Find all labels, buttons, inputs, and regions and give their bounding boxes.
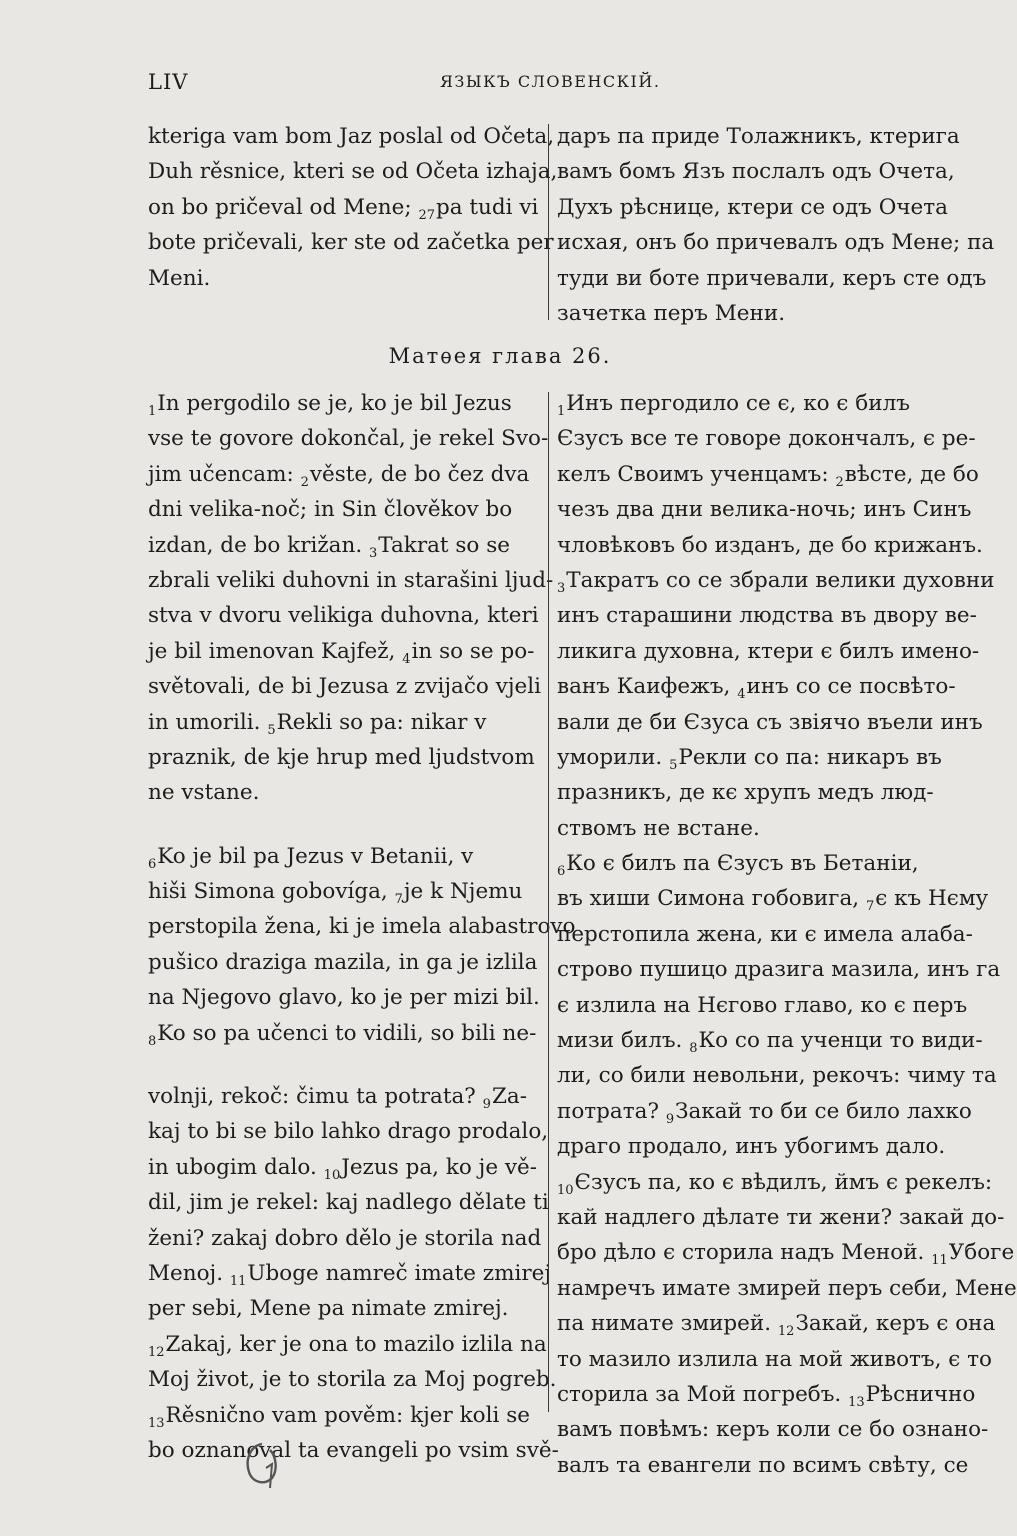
column-divider-main [548, 392, 549, 1412]
text-line: келъ Своимъ ученцамъ: $_2$вѣсте, де бо [557, 461, 979, 490]
text-line: ženi? zakaj dobro dělo je storila nad [148, 1225, 542, 1251]
verse-number: 13 [848, 1394, 865, 1410]
text-line: то мазило излила на мой животъ, є то [557, 1346, 992, 1372]
verse-number: 13 [148, 1415, 165, 1431]
text-line: jim učencam: $_2$věste, de bo čez dva [148, 461, 530, 490]
ink-blot-mark [242, 1438, 282, 1494]
column-divider-top [548, 124, 549, 320]
text-line: инъ старашини людства въ двору ве- [557, 603, 977, 629]
verse-number: 11 [931, 1253, 948, 1269]
text-line: dil, jim je rekel: kaj nadlego dělate ti [148, 1190, 549, 1216]
verse-number: 8 [148, 1033, 157, 1049]
page-number: LIV [148, 70, 189, 94]
text-line: строво пушицо дразига мазила, инъ га [557, 957, 1001, 983]
cyrillic-column-top [557, 119, 995, 331]
verse-number: 12 [148, 1344, 165, 1360]
verse-number: 6 [148, 856, 157, 872]
verse-number: 4 [402, 651, 411, 667]
text-line: перстопила жена, ки є имела алаба- [557, 921, 973, 947]
text-line: кай надлего дѣлате ти жени? закай до- [557, 1204, 1005, 1230]
running-title: ЯЗЫКЪ СЛОВЕНСКІЙ. [440, 72, 661, 91]
page-header [0, 64, 1000, 104]
verse-number: 8 [689, 1041, 698, 1057]
text-line: туди ви боте причевали, керъ сте одъ [557, 265, 987, 291]
text-line: $_8$Ko so pa učenci to vidili, so bili ne- [148, 1020, 537, 1049]
text-line: volnji, rekoč: čimu ta potrata? $_9$Za- [148, 1084, 527, 1113]
text-line: perstopila žena, ki je imela alabastrovo [148, 914, 576, 940]
latin-column-top [148, 119, 558, 296]
text-line: $_6$Ko je bil pa Jezus v Betanii, v [148, 843, 474, 872]
text-line: бро дѣло є сторила надъ Меной. $_{11}$Убоге [557, 1240, 1015, 1269]
text-line: Duh rěsnice, kteri se od Očeta izhaja, [148, 159, 558, 185]
verse-number: 9 [482, 1097, 491, 1113]
text-line: on bo pričeval od Mene; $_{27}$pa tudi vi [148, 194, 539, 223]
text-line: in umorili. $_5$Rekli so pa: nikar v [148, 709, 487, 738]
verse-number: 2 [300, 474, 309, 490]
paragraph-gap [148, 1051, 540, 1079]
verse-number: 7 [394, 892, 403, 908]
cyrillic-column-main [557, 386, 1017, 1483]
text-line: in ubogim dalo. $_{10}$Jezus pa, ko je vě- [148, 1154, 538, 1183]
verse-number: 3 [557, 580, 566, 596]
verse-number: 4 [737, 687, 746, 703]
text-line: $_3$Такратъ со се збрали велики духовни [557, 567, 995, 596]
text-line: вали де би Єзуса съ звіячо въели инъ [557, 709, 983, 735]
text-line: bote pričevali, ker ste od začetka per [148, 230, 554, 256]
text-line: уморили. $_5$Рекли со па: никаръ въ [557, 744, 942, 773]
text-line: je bil imenovan Kajfež, $_4$in so se po- [148, 638, 535, 667]
text-line: намречъ имате змирей перъ себи, Мене [557, 1275, 1017, 1301]
text-line: ствомъ не встане. [557, 815, 760, 841]
text-line: zbrali veliki duhovni in starašini ljud- [148, 567, 554, 593]
text-line: сторила за Мой погребъ. $_{13}$Рѣснично [557, 1381, 976, 1410]
chapter-heading: Матѳея глава 26. [388, 344, 612, 368]
text-line: ликига духовна, ктери є билъ имено- [557, 638, 980, 664]
text-line: per sebi, Mene pa nimate zmirej. [148, 1296, 509, 1322]
text-line: драго продало, инъ убогимъ дало. [557, 1134, 946, 1160]
text-line: $_1$In pergodilo se je, ko je bil Jezus [148, 391, 512, 419]
verse-number: 1 [148, 404, 157, 419]
text-line: bo oznanoval ta evangeli po vsim svě- [148, 1437, 559, 1463]
text-line: ванъ Каифежъ, $_4$инъ со се посвѣто- [557, 674, 956, 703]
text-line: чловѣковъ бо изданъ, де бо крижанъ. [557, 532, 983, 558]
text-line: kaj to bi se bilo lahko drago prodalo, [148, 1119, 549, 1145]
verse-number: 3 [369, 545, 378, 561]
text-line: $_{13}$Rěsnično vam pověm: kjer koli se [148, 1402, 530, 1431]
text-line: даръ па приде Толажникъ, ктерига [557, 124, 960, 149]
text-line: Meni. [148, 265, 211, 291]
text-line: $_{10}$Єзусъ па, ко є вѣдилъ, ймъ є рекелъ: [557, 1169, 993, 1198]
text-line: потрата? $_9$Закай то би се било лахко [557, 1098, 972, 1127]
verse-number: 10 [557, 1182, 574, 1198]
text-line: ne vstane. [148, 780, 260, 806]
verse-number: 11 [229, 1273, 247, 1289]
text-line: $_6$Ко є билъ па Єзусъ въ Бетаніи, [557, 851, 919, 880]
text-line: pušico draziga mazila, in ga je izlila [148, 949, 538, 975]
verse-number: 1 [557, 404, 566, 419]
text-line: Moj život, je to storila za Moj pogreb. [148, 1367, 557, 1393]
text-line: вамъ бомъ Язъ послалъ одъ Очета, [557, 159, 955, 185]
verse-number: 27 [418, 207, 435, 223]
verse-number: 6 [557, 864, 566, 880]
text-line: dni velika-noč; in Sin člověkov bo [148, 497, 513, 523]
text-line: зачетка перъ Мени. [557, 300, 786, 326]
text-line: въ хиши Симона гобовига, $_7$є къ Нєму [557, 886, 989, 915]
text-line: валъ та евангели по всимъ свѣту, се [557, 1452, 969, 1478]
text-line: вамъ повѣмъ: керъ коли се бо ознано- [557, 1417, 989, 1443]
latin-column-main [148, 386, 576, 1468]
verse-number: 12 [777, 1324, 795, 1340]
text-line: $_1$Инъ пергодило се є, ко є билъ [557, 391, 910, 419]
verse-number: 10 [323, 1167, 341, 1183]
text-line: vse te govore dokončal, je rekel Svo- [148, 426, 549, 452]
text-line: ли, со били невольни, рекочъ: чиму та [557, 1063, 997, 1089]
text-line: světovali, de bi Jezusa z zvijačo vjeli [148, 674, 541, 700]
text-line: исхая, онъ бо причевалъ одъ Мене; па [557, 230, 995, 256]
text-line: praznik, de kje hrup med ljudstvom [148, 744, 535, 770]
text-line: празникъ, де кє хрупъ медъ люд- [557, 780, 934, 806]
text-line: Духъ рѣснице, ктери се одъ Очета [557, 194, 948, 220]
text-line: hiši Simona gobovíga, $_7$je k Njemu [148, 879, 523, 908]
verse-number: 5 [669, 757, 678, 773]
text-line: є излила на Нєгово главо, ко є перъ [557, 992, 968, 1018]
paragraph-gap [148, 811, 540, 839]
text-line: Menoj. $_{11}$Uboge namreč imate zmirej [148, 1260, 552, 1289]
text-line: па нимате змирей. $_{12}$Закай, керъ є она [557, 1311, 996, 1340]
text-line: мизи билъ. $_8$Ко со па ученци то види- [557, 1028, 983, 1057]
verse-number: 2 [835, 474, 844, 490]
text-line: чезъ два дни велика-ночь; инъ Синъ [557, 497, 972, 523]
text-line: stva v dvoru velikiga duhovna, kteri [148, 603, 539, 629]
text-line: Єзусъ все те говоре докончалъ, є ре- [557, 426, 976, 452]
text-line: izdan, de bo križan. $_3$Takrat so se [148, 532, 510, 561]
verse-number: 5 [267, 722, 276, 738]
text-line: $_{12}$Zakaj, ker je ona to mazilo izlila na [148, 1331, 547, 1360]
verse-number: 9 [665, 1111, 675, 1127]
text-line: na Njegovo glavo, ko je per mizi bil. [148, 985, 540, 1011]
verse-number: 7 [865, 899, 875, 915]
text-line: kteriga vam bom Jaz poslal od Očeta, [148, 124, 555, 149]
